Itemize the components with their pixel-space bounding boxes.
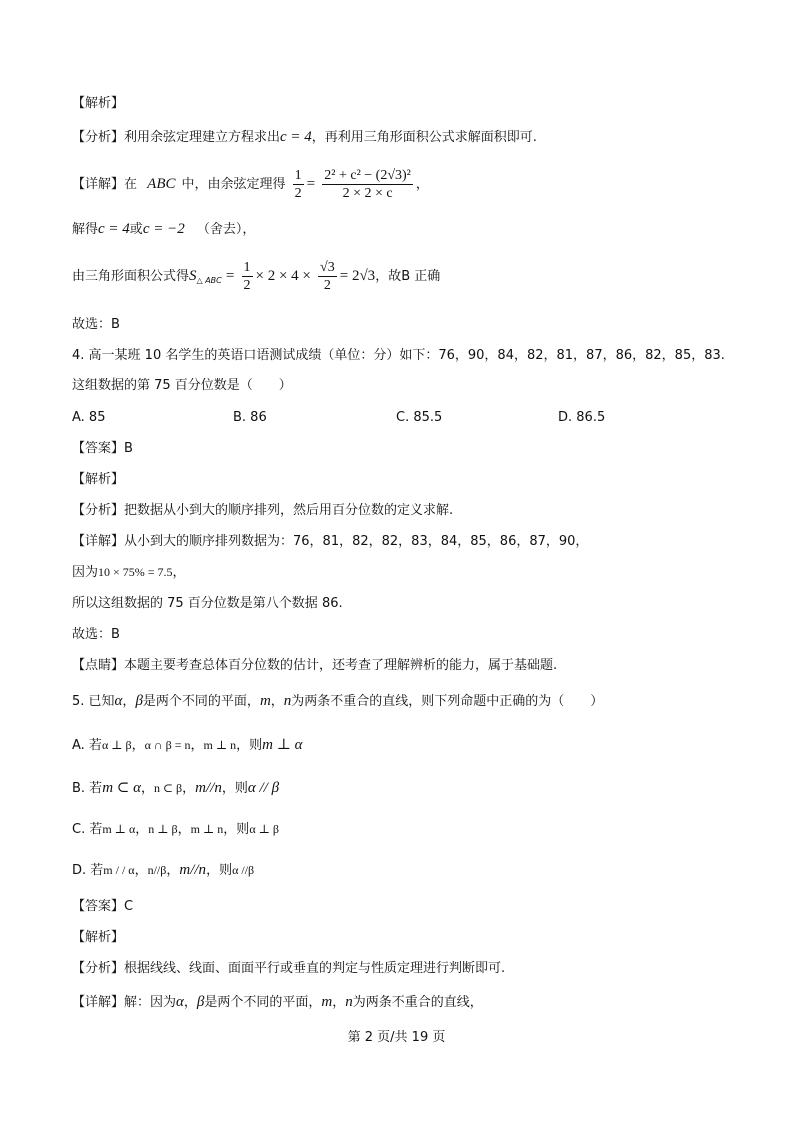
question-5 <box>72 693 603 710</box>
text: 因为 <box>72 565 99 580</box>
math: α ⊥ β <box>249 822 279 836</box>
math: n ⊂ β <box>153 781 183 795</box>
math: m ⊥ α <box>262 737 303 753</box>
page-footer: 第 2 页/共 19 页 <box>347 1030 446 1045</box>
question-4-line-1: 4. 高一某班 10 名学生的英语口语测试成绩（单位：分）如下：76，90，84，82，81，87，86，82，85，83. <box>72 348 725 363</box>
math: m ⊥ n <box>190 822 224 836</box>
math: m ⊥ n <box>203 738 237 752</box>
option-a: A. 85 <box>72 410 106 425</box>
math: c = 4 <box>98 221 130 237</box>
math: 10 × 75% = 7.5 <box>98 565 173 579</box>
math: α ∩ β = n <box>144 738 191 752</box>
m: m <box>259 693 271 709</box>
text: ， <box>270 694 284 709</box>
detail-5 <box>72 994 483 1011</box>
result: = 2√3 <box>339 268 376 284</box>
area-subscript: △ ABC <box>196 276 222 285</box>
triangle-name: ABC <box>147 176 176 192</box>
text: 5. 已知 <box>72 694 115 709</box>
text: 中，由余弦定理得 <box>181 177 286 192</box>
option-d: D. 86.5 <box>558 410 606 425</box>
text: 为两条不重合的直线，则下列命题中正确的为（ ） <box>291 694 604 709</box>
text: ，则 <box>221 781 248 796</box>
label: D. 若 <box>72 863 104 878</box>
math: m / / α <box>103 863 135 877</box>
therefore-line: 所以这组数据的 75 百分位数是第八个数据 86. <box>72 596 343 611</box>
text: ，则 <box>206 863 233 878</box>
text: 是两个不同的平面， <box>142 694 260 709</box>
analysis-4-heading: 【解析】 <box>72 472 125 487</box>
text: （舍去）， <box>196 222 256 237</box>
text: ， <box>166 863 180 878</box>
math: n//β <box>147 863 167 877</box>
text: ， <box>332 995 346 1010</box>
analysis-line <box>72 129 537 146</box>
text: ， <box>134 863 148 878</box>
n: n <box>345 994 353 1010</box>
option-c: C. 85.5 <box>396 410 443 425</box>
answer-4: 【答案】B <box>72 441 133 456</box>
text: ， <box>177 822 191 837</box>
equals: = <box>306 176 316 192</box>
question-4-line-2: 这组数据的第 75 百分位数是（ ） <box>72 378 292 393</box>
math: α // β <box>247 780 280 796</box>
option-5b <box>72 780 279 797</box>
choice-4: 故选：B <box>72 627 120 642</box>
because-line <box>72 564 186 581</box>
text: 是两个不同的平面， <box>204 995 322 1010</box>
answer-5: 【答案】C <box>72 899 134 914</box>
math: c = 4 <box>280 129 312 145</box>
equals: = <box>225 268 235 284</box>
fraction-half <box>293 167 304 202</box>
detail-line-cosine <box>72 166 429 203</box>
label: A. 若 <box>72 738 102 753</box>
text: ，则 <box>236 738 263 753</box>
text: 【详解】在 <box>72 177 138 192</box>
math: m//n <box>179 862 207 878</box>
alpha: α <box>114 693 123 709</box>
analysis-5: 【分析】根据线线、线面、面面平行或垂直的判定与性质定理进行判断即可. <box>72 961 506 976</box>
text: 由三角形面积公式得 <box>72 269 190 284</box>
math: m//n <box>195 780 222 796</box>
alpha: α <box>176 994 184 1010</box>
label: C. 若 <box>72 822 103 837</box>
denominator: 2 <box>323 278 331 293</box>
fraction-cosine <box>322 167 413 202</box>
beta: β <box>135 693 143 709</box>
text: 【详解】解：因为 <box>72 995 177 1010</box>
text: ，再利用三角形面积公式求解面积即可. <box>311 130 537 145</box>
label: B. 若 <box>72 781 103 796</box>
area-symbol: S <box>189 268 197 284</box>
text: ， <box>172 565 186 580</box>
text: ，则 <box>223 822 250 837</box>
numerator: 1 <box>294 168 302 183</box>
fraction-half <box>242 259 253 294</box>
text: ， <box>190 738 204 753</box>
text: ，故B 正确 <box>375 269 441 284</box>
area-line <box>72 258 440 299</box>
solution-line <box>72 221 255 238</box>
option-5c <box>72 821 279 838</box>
text: ， <box>135 822 149 837</box>
product: × 2 × 4 × <box>255 268 311 284</box>
text: ， <box>183 995 197 1010</box>
math: α ⊥ β <box>101 738 132 752</box>
denominator: 2 <box>243 278 251 293</box>
text: ， <box>182 781 196 796</box>
comment-4: 【点睛】本题主要考查总体百分位数的估计，还考查了理解辨析的能力，属于基础题. <box>72 658 558 673</box>
option-5a <box>72 737 302 754</box>
math: α //β <box>232 863 255 877</box>
analysis-4: 【分析】把数据从小到大的顺序排列，然后用百分位数的定义求解. <box>72 503 454 518</box>
denominator: 2 × 2 × c <box>342 186 393 201</box>
analysis-heading: 【解析】 <box>72 96 125 111</box>
denominator: 2 <box>294 186 302 201</box>
text: ， <box>122 694 136 709</box>
text: ， <box>140 781 154 796</box>
math: m ⊂ α <box>102 780 141 796</box>
math: m ⊥ α <box>102 822 136 836</box>
text: 解得 <box>72 222 99 237</box>
n: n <box>283 693 292 709</box>
option-5d <box>72 862 254 879</box>
math: c = −2 <box>142 221 185 237</box>
text: 或 <box>129 222 143 237</box>
m: m <box>321 994 333 1010</box>
beta: β <box>196 994 205 1010</box>
detail-4: 【详解】从小到大的顺序排列数据为：76，81，82，82，83，84，85，86，87，90， <box>72 534 589 549</box>
text: ， <box>415 177 429 192</box>
text: 为两条不重合的直线， <box>352 995 483 1010</box>
numerator: 1 <box>243 260 251 275</box>
numerator: 2² + c² − (2√3)² <box>324 168 411 183</box>
text: 【分析】利用余弦定理建立方程求出 <box>72 130 281 145</box>
numerator: √3 <box>320 260 335 275</box>
text: ， <box>131 738 145 753</box>
fraction-root3-half <box>318 259 337 294</box>
math: n ⊥ β <box>148 822 178 836</box>
choice-line: 故选：B <box>72 317 120 332</box>
option-b: B. 86 <box>233 410 267 425</box>
analysis-5-heading: 【解析】 <box>72 930 125 945</box>
